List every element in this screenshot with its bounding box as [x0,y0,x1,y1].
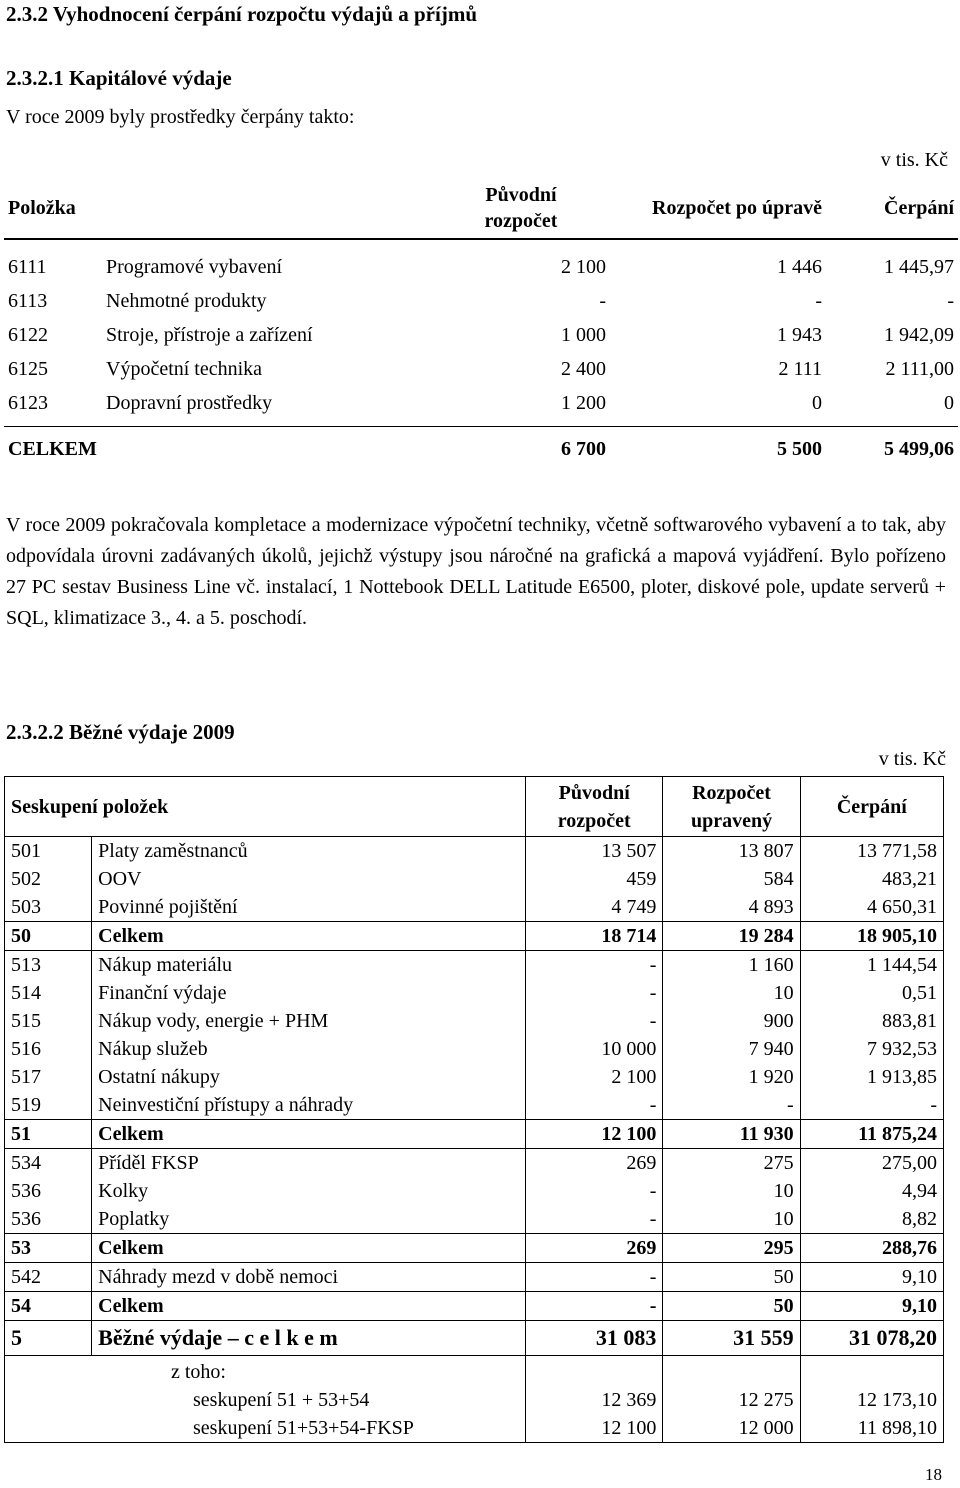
header-orig-line1: Původní [558,781,630,804]
original-budget: - [599,290,606,312]
summary-value: 11 898,10 [857,1417,937,1439]
spent-amount: 2 111,00 [885,358,954,380]
original-budget: 459 [526,865,663,893]
adjusted-budget: 10 [663,1177,800,1205]
table-row [4,239,958,284]
group-name: Kolky [92,1177,526,1205]
spent-amount: 483,21 [800,865,943,893]
original-budget: - [526,1007,663,1035]
table-row [5,979,944,1007]
table-row [5,1007,944,1035]
header-adj-line1: Rozpočet [692,781,771,804]
original-budget: 4 749 [526,893,663,922]
item-code: 6111 [8,256,47,278]
adjusted-budget: 1 160 [663,951,800,980]
group-name: Celkem [92,1234,526,1263]
adjusted-budget: 13 807 [663,837,800,866]
adjusted-budget: 1 920 [663,1063,800,1091]
subtotal-row [5,1234,944,1263]
adjusted-budget: 1 943 [777,324,822,346]
subsection-heading-capital: 2.3.2.1 Kapitálové výdaje [6,66,232,90]
summary-spacer [532,1358,656,1386]
item-code: 6113 [8,290,48,312]
group-name: OOV [92,865,526,893]
adjusted-budget: 0 [812,392,822,414]
spent-amount: 275,00 [800,1149,943,1178]
header-orig-line1: Původní [485,183,557,206]
spent-amount: 31 078,20 [800,1321,943,1356]
group-code: 50 [5,922,92,951]
adjusted-budget: 900 [663,1007,800,1035]
group-code: 517 [5,1063,92,1091]
spent-amount: 8,82 [800,1205,943,1234]
adjusted-budget: 7 940 [663,1035,800,1063]
group-name: Finanční výdaje [92,979,526,1007]
spent-amount: 883,81 [800,1007,943,1035]
spent-amount: 18 905,10 [800,922,943,951]
adjusted-budget: 19 284 [663,922,800,951]
group-name: Celkem [92,922,526,951]
spent-amount: - [947,290,954,312]
original-budget: 13 507 [526,837,663,866]
spent-amount: 9,10 [800,1263,943,1292]
adjusted-budget: 295 [663,1234,800,1263]
item-name: Nehmotné produkty [106,290,267,312]
original-budget: 12 100 [526,1120,663,1149]
group-code: 536 [5,1205,92,1234]
summary-value: 12 369 [601,1389,657,1411]
item-name: Programové vybavení [106,256,283,278]
spent-amount: 0 [944,392,954,414]
table-row [5,1091,944,1120]
group-code: 5 [5,1321,92,1356]
spent-amount: 1 144,54 [800,951,943,980]
group-name: Ostatní nákupy [92,1063,526,1091]
group-code: 513 [5,951,92,980]
group-name: Celkem [92,1120,526,1149]
header-original-budget [432,177,610,239]
header-item: Položka [8,196,76,219]
spent-amount: 9,10 [800,1292,943,1321]
table-row [5,951,944,980]
group-name: Celkem [92,1292,526,1321]
original-budget: 2 100 [526,1063,663,1091]
adjusted-budget: 4 893 [663,893,800,922]
unit-label: v tis. Kč [880,149,948,171]
adjusted-budget: 10 [663,1205,800,1234]
original-budget: - [526,951,663,980]
group-code: 502 [5,865,92,893]
table-row [5,865,944,893]
adjusted-budget: 31 559 [663,1321,800,1356]
spent-amount: 4,94 [800,1177,943,1205]
table-row [5,1149,944,1178]
spent-amount: - [800,1091,943,1120]
adjusted-budget: 275 [663,1149,800,1178]
original-budget: 269 [526,1234,663,1263]
adjusted-budget: 10 [663,979,800,1007]
header-spent: Čerpání [884,196,954,219]
table-row [5,1177,944,1205]
total-adjusted-budget: 5 500 [610,427,826,472]
group-name: Nákup materiálu [92,951,526,980]
description-paragraph: V roce 2009 pokračovala kompletace a modernizace výpočetní techniky, včetně softwarového vybavení a to tak, aby odpovídala úrovni zadávaných úkolů, jejichž výstupy jsou náročné na grafická a mapová vyjádření. Bylo pořízeno 27 PC sestav Business Line vč. instalací, 1 Nottebook DELL Latitude E6500, ploter, diskové pole, update serverů + SQL, klimatizace 3., 4. a 5. poschodí. [6,514,946,629]
group-code: 51 [5,1120,92,1149]
spent-amount: 1 445,97 [884,256,954,278]
summary-value: 12 173,10 [857,1389,937,1411]
header-adj-line2: upravený [690,809,773,832]
original-budget: 1 000 [561,324,606,346]
summary-row-name: seskupení 51 + 53+54 [193,1389,370,1411]
table-row [5,1263,944,1292]
group-name: Poplatky [92,1205,526,1234]
spent-amount: 0,51 [800,979,943,1007]
item-name: Dopravní prostředky [106,392,273,414]
group-name: Nákup vody, energie + PHM [92,1007,526,1035]
original-budget: - [526,979,663,1007]
subtotal-row [5,1120,944,1149]
header-spent: Čerpání [800,777,943,837]
unit-label: v tis. Kč [878,748,946,770]
section-heading: 2.3.2 Vyhodnocení čerpání rozpočtu výdajů a příjmů [6,2,477,26]
summary-value: 12 000 [738,1417,794,1439]
page-number: 18 [925,1465,942,1484]
group-code: 542 [5,1263,92,1292]
group-code: 53 [5,1234,92,1263]
original-budget: - [526,1177,663,1205]
original-budget: - [526,1205,663,1234]
adjusted-budget: - [663,1091,800,1120]
current-expenses-table [4,776,944,1443]
summary-label: z toho: [171,1361,226,1383]
header-adjusted-budget: Rozpočet po úpravě [652,196,822,219]
spent-amount: 13 771,58 [800,837,943,866]
adjusted-budget: 50 [663,1292,800,1321]
summary-value: 12 100 [601,1417,657,1439]
total-original-budget: 6 700 [432,427,610,472]
header-orig-line2: rozpočet [484,209,558,232]
table-row [5,837,944,866]
table-header-row [5,777,944,837]
summary-spacer [807,1358,937,1386]
subtotal-row [5,1292,944,1321]
original-budget: 1 200 [561,392,606,414]
adjusted-budget: 2 111 [778,358,822,380]
item-code: 6122 [8,324,48,346]
group-code: 534 [5,1149,92,1178]
header-group: Seskupení položek [5,777,526,837]
spent-amount: 7 932,53 [800,1035,943,1063]
group-code: 501 [5,837,92,866]
subtotal-row [5,922,944,951]
item-name: Stroje, přístroje a zařízení [106,324,313,346]
table-row [4,386,958,420]
spent-amount: 4 650,31 [800,893,943,922]
original-budget: 2 100 [561,256,606,278]
table-row [5,1205,944,1234]
group-code: 515 [5,1007,92,1035]
adjusted-budget: 1 446 [777,256,822,278]
header-orig-line2: rozpočet [557,809,631,832]
table-row [4,352,958,386]
summary-labels [5,1356,526,1443]
group-name: Neinvestiční přístupy a náhrady [92,1091,526,1120]
group-name: Platy zaměstnanců [92,837,526,866]
table-row [5,893,944,922]
adjusted-budget: - [815,290,822,312]
original-budget: 18 714 [526,922,663,951]
original-budget: 10 000 [526,1035,663,1063]
table-row [5,1035,944,1063]
subtotal-row [5,1321,944,1356]
original-budget: - [526,1292,663,1321]
adjusted-budget: 50 [663,1263,800,1292]
group-name: Příděl FKSP [92,1149,526,1178]
summary-col-orig [526,1356,663,1443]
group-name: Nákup služeb [92,1035,526,1063]
capital-expenses-table [4,177,958,471]
item-code: 6125 [8,358,48,380]
spent-amount: 11 875,24 [800,1120,943,1149]
group-name: Povinné pojištění [92,893,526,922]
table-row [5,1063,944,1091]
intro-text: V roce 2009 byly prostředky čerpány takto: [6,106,355,128]
item-code: 6123 [8,392,48,414]
summary-col-adj [663,1356,800,1443]
adjusted-budget: 11 930 [663,1120,800,1149]
spent-amount: 288,76 [800,1234,943,1263]
summary-value: 12 275 [738,1389,794,1411]
spent-amount: 1 942,09 [884,324,954,346]
header-original-budget [526,777,663,837]
header-adjusted-budget [663,777,800,837]
group-code: 54 [5,1292,92,1321]
summary-block [5,1356,944,1443]
spent-amount: 1 913,85 [800,1063,943,1091]
group-code: 536 [5,1177,92,1205]
group-name: Běžné výdaje – c e l k e m [92,1321,526,1356]
summary-col-spent [800,1356,943,1443]
total-row [4,427,958,472]
table-row [4,318,958,352]
summary-row-name: seskupení 51+53+54-FKSP [193,1417,414,1439]
original-budget: - [526,1263,663,1292]
original-budget: 2 400 [561,358,606,380]
table-row [4,284,958,318]
group-code: 503 [5,893,92,922]
original-budget: 31 083 [526,1321,663,1356]
group-code: 514 [5,979,92,1007]
original-budget: - [526,1091,663,1120]
group-name: Náhrady mezd v době nemoci [92,1263,526,1292]
total-label: CELKEM [4,427,432,472]
total-spent: 5 499,06 [826,427,958,472]
table-header-row [4,177,958,239]
subsection-heading-current: 2.3.2.2 Běžné výdaje 2009 [6,720,235,744]
summary-spacer [669,1358,793,1386]
item-name: Výpočetní technika [106,358,263,380]
group-code: 519 [5,1091,92,1120]
original-budget: 269 [526,1149,663,1178]
group-code: 516 [5,1035,92,1063]
adjusted-budget: 584 [663,865,800,893]
